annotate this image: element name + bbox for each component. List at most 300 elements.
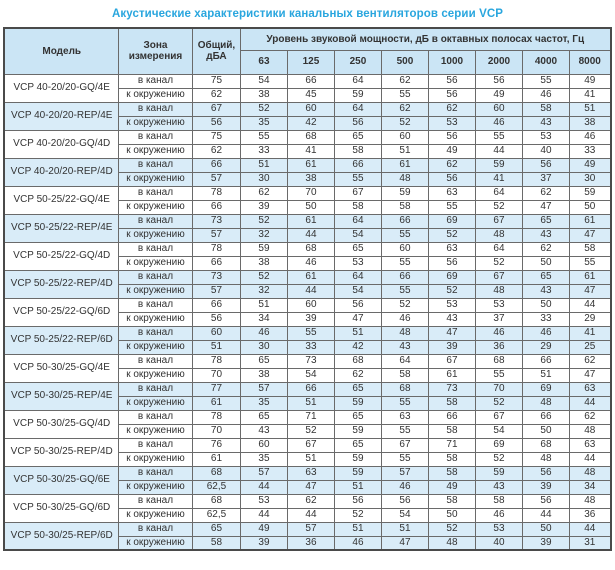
level-value-1000hz: 55	[428, 200, 475, 214]
level-value-500hz: 55	[381, 396, 428, 410]
level-value-125hz: 62	[287, 494, 334, 508]
level-value-125hz: 61	[287, 214, 334, 228]
level-value-125hz: 36	[287, 536, 334, 550]
level-value-8000hz: 48	[569, 424, 610, 438]
level-value-4000hz: 43	[522, 284, 569, 298]
level-value-4000hz: 47	[522, 200, 569, 214]
level-value-1000hz: 49	[428, 480, 475, 494]
level-value-2000hz: 67	[475, 410, 522, 424]
level-value-250hz: 55	[334, 172, 381, 186]
total-dba-value: 66	[192, 158, 240, 172]
measurement-zone: в канал	[118, 522, 192, 536]
level-value-250hz: 59	[334, 424, 381, 438]
level-value-2000hz: 36	[475, 340, 522, 354]
level-value-500hz: 67	[381, 438, 428, 452]
level-value-1000hz: 58	[428, 494, 475, 508]
table-row	[4, 326, 610, 340]
table-row	[4, 438, 610, 452]
level-value-8000hz: 25	[569, 340, 610, 354]
model-name: VCP 50-30/25-GQ/6D	[4, 494, 118, 522]
level-value-500hz: 62	[381, 102, 428, 116]
level-value-250hz: 65	[334, 438, 381, 452]
table-row	[4, 466, 610, 480]
level-value-2000hz: 44	[475, 144, 522, 158]
level-value-500hz: 55	[381, 88, 428, 102]
measurement-zone: в канал	[118, 102, 192, 116]
level-value-4000hz: 50	[522, 522, 569, 536]
level-value-500hz: 48	[381, 172, 428, 186]
level-value-8000hz: 50	[569, 200, 610, 214]
level-value-1000hz: 67	[428, 354, 475, 368]
level-value-1000hz: 62	[428, 102, 475, 116]
level-value-8000hz: 62	[569, 354, 610, 368]
level-value-8000hz: 61	[569, 270, 610, 284]
level-value-1000hz: 48	[428, 536, 475, 550]
measurement-zone: к окружению	[118, 312, 192, 326]
level-value-4000hz: 46	[522, 88, 569, 102]
level-value-2000hz: 52	[475, 200, 522, 214]
level-value-8000hz: 44	[569, 522, 610, 536]
level-value-1000hz: 47	[428, 326, 475, 340]
level-value-500hz: 60	[381, 130, 428, 144]
table-row	[4, 74, 610, 88]
measurement-zone: в канал	[118, 130, 192, 144]
level-value-1000hz: 73	[428, 382, 475, 396]
level-value-500hz: 59	[381, 186, 428, 200]
total-dba-value: 61	[192, 396, 240, 410]
level-value-500hz: 46	[381, 480, 428, 494]
level-value-63hz: 57	[240, 382, 287, 396]
measurement-zone: в канал	[118, 214, 192, 228]
header-row-top	[4, 28, 610, 50]
level-value-125hz: 47	[287, 480, 334, 494]
model-name: VCP 40-20/20-GQ/4E	[4, 74, 118, 102]
level-value-500hz: 52	[381, 298, 428, 312]
measurement-zone: в канал	[118, 186, 192, 200]
model-name: VCP 50-25/22-GQ/6D	[4, 298, 118, 326]
level-value-500hz: 60	[381, 242, 428, 256]
level-value-63hz: 54	[240, 74, 287, 88]
measurement-zone: к окружению	[118, 172, 192, 186]
level-value-250hz: 64	[334, 270, 381, 284]
level-value-1000hz: 58	[428, 452, 475, 466]
level-value-8000hz: 47	[569, 284, 610, 298]
level-value-2000hz: 70	[475, 382, 522, 396]
level-value-2000hz: 67	[475, 270, 522, 284]
level-value-8000hz: 38	[569, 116, 610, 130]
level-value-4000hz: 68	[522, 438, 569, 452]
level-value-500hz: 62	[381, 74, 428, 88]
level-value-63hz: 38	[240, 368, 287, 382]
level-value-4000hz: 65	[522, 214, 569, 228]
total-dba-value: 77	[192, 382, 240, 396]
level-value-4000hz: 56	[522, 158, 569, 172]
level-value-63hz: 57	[240, 466, 287, 480]
level-value-8000hz: 47	[569, 228, 610, 242]
total-dba-value: 73	[192, 214, 240, 228]
total-dba-value: 56	[192, 116, 240, 130]
total-dba-value: 56	[192, 312, 240, 326]
measurement-zone: к окружению	[118, 480, 192, 494]
table-row	[4, 242, 610, 256]
model-name: VCP 50-25/22-GQ/4D	[4, 242, 118, 270]
measurement-zone: в канал	[118, 466, 192, 480]
total-dba-value: 62,5	[192, 480, 240, 494]
level-value-1000hz: 56	[428, 130, 475, 144]
measurement-zone: к окружению	[118, 144, 192, 158]
level-value-4000hz: 50	[522, 256, 569, 270]
level-value-1000hz: 58	[428, 466, 475, 480]
level-value-8000hz: 44	[569, 298, 610, 312]
level-value-125hz: 51	[287, 396, 334, 410]
level-value-2000hz: 53	[475, 522, 522, 536]
level-value-500hz: 43	[381, 340, 428, 354]
model-name: VCP 40-20/20-REP/4E	[4, 102, 118, 130]
level-value-8000hz: 51	[569, 102, 610, 116]
level-value-250hz: 56	[334, 116, 381, 130]
level-value-2000hz: 64	[475, 186, 522, 200]
level-value-4000hz: 53	[522, 130, 569, 144]
total-dba-value: 78	[192, 354, 240, 368]
level-value-250hz: 59	[334, 466, 381, 480]
level-value-63hz: 34	[240, 312, 287, 326]
level-value-63hz: 39	[240, 536, 287, 550]
measurement-zone: в канал	[118, 298, 192, 312]
level-value-250hz: 64	[334, 102, 381, 116]
level-value-1000hz: 53	[428, 116, 475, 130]
level-value-500hz: 61	[381, 158, 428, 172]
level-value-250hz: 53	[334, 256, 381, 270]
level-value-500hz: 55	[381, 424, 428, 438]
level-value-500hz: 63	[381, 410, 428, 424]
level-value-125hz: 71	[287, 410, 334, 424]
level-value-125hz: 51	[287, 452, 334, 466]
level-value-250hz: 67	[334, 186, 381, 200]
level-value-8000hz: 48	[569, 494, 610, 508]
level-value-4000hz: 43	[522, 228, 569, 242]
total-dba-value: 75	[192, 130, 240, 144]
measurement-zone: к окружению	[118, 284, 192, 298]
level-value-4000hz: 66	[522, 354, 569, 368]
level-value-8000hz: 47	[569, 368, 610, 382]
level-value-250hz: 65	[334, 130, 381, 144]
level-value-2000hz: 43	[475, 480, 522, 494]
level-value-250hz: 62	[334, 368, 381, 382]
level-value-250hz: 59	[334, 452, 381, 466]
table-row	[4, 494, 610, 508]
level-value-63hz: 46	[240, 326, 287, 340]
level-value-125hz: 41	[287, 144, 334, 158]
measurement-zone: к окружению	[118, 116, 192, 130]
level-value-125hz: 54	[287, 368, 334, 382]
level-value-2000hz: 55	[475, 368, 522, 382]
level-value-125hz: 55	[287, 326, 334, 340]
level-value-250hz: 64	[334, 214, 381, 228]
level-value-1000hz: 49	[428, 144, 475, 158]
total-dba-value: 58	[192, 536, 240, 550]
total-dba-value: 66	[192, 200, 240, 214]
measurement-zone: в канал	[118, 242, 192, 256]
model-name: VCP 50-25/22-REP/6D	[4, 326, 118, 354]
total-dba-value: 73	[192, 270, 240, 284]
level-value-500hz: 55	[381, 228, 428, 242]
level-value-1000hz: 66	[428, 410, 475, 424]
level-value-1000hz: 71	[428, 438, 475, 452]
frequency-header-1000: 1000	[428, 50, 475, 74]
level-value-2000hz: 60	[475, 102, 522, 116]
level-value-63hz: 39	[240, 200, 287, 214]
level-value-63hz: 38	[240, 88, 287, 102]
level-value-63hz: 32	[240, 228, 287, 242]
level-value-2000hz: 52	[475, 256, 522, 270]
level-value-250hz: 52	[334, 508, 381, 522]
level-value-63hz: 44	[240, 508, 287, 522]
level-value-4000hz: 43	[522, 116, 569, 130]
level-value-63hz: 35	[240, 396, 287, 410]
measurement-zone: к окружению	[118, 256, 192, 270]
level-value-63hz: 62	[240, 186, 287, 200]
level-value-250hz: 68	[334, 354, 381, 368]
column-header-total-dba: Общий, дБА	[192, 28, 240, 74]
level-value-8000hz: 61	[569, 214, 610, 228]
measurement-zone: к окружению	[118, 396, 192, 410]
model-name: VCP 40-20/20-REP/4D	[4, 158, 118, 186]
level-value-8000hz: 44	[569, 396, 610, 410]
level-value-125hz: 52	[287, 424, 334, 438]
level-value-500hz: 66	[381, 214, 428, 228]
table-row	[4, 270, 610, 284]
level-value-125hz: 45	[287, 88, 334, 102]
measurement-zone: в канал	[118, 74, 192, 88]
level-value-8000hz: 31	[569, 536, 610, 550]
level-value-500hz: 52	[381, 116, 428, 130]
level-value-2000hz: 69	[475, 438, 522, 452]
level-value-1000hz: 61	[428, 368, 475, 382]
level-value-2000hz: 46	[475, 116, 522, 130]
level-value-250hz: 42	[334, 340, 381, 354]
level-value-250hz: 66	[334, 158, 381, 172]
model-name: VCP 50-30/25-REP/6D	[4, 522, 118, 550]
total-dba-value: 78	[192, 242, 240, 256]
model-name: VCP 50-25/22-GQ/4E	[4, 186, 118, 214]
measurement-zone: в канал	[118, 270, 192, 284]
level-value-63hz: 65	[240, 410, 287, 424]
level-value-250hz: 56	[334, 494, 381, 508]
level-value-2000hz: 40	[475, 536, 522, 550]
level-value-8000hz: 55	[569, 256, 610, 270]
level-value-4000hz: 39	[522, 480, 569, 494]
level-value-63hz: 38	[240, 256, 287, 270]
level-value-1000hz: 52	[428, 522, 475, 536]
level-value-8000hz: 49	[569, 74, 610, 88]
level-value-8000hz: 63	[569, 438, 610, 452]
column-header-zone: Зона измерения	[118, 28, 192, 74]
level-value-500hz: 51	[381, 144, 428, 158]
level-value-500hz: 68	[381, 382, 428, 396]
level-value-8000hz: 49	[569, 158, 610, 172]
model-name: VCP 50-25/22-REP/4E	[4, 214, 118, 242]
total-dba-value: 66	[192, 298, 240, 312]
level-value-250hz: 54	[334, 284, 381, 298]
frequency-header-63: 63	[240, 50, 287, 74]
level-value-125hz: 67	[287, 438, 334, 452]
level-value-500hz: 55	[381, 256, 428, 270]
acoustic-characteristics-table	[3, 27, 611, 551]
level-value-63hz: 49	[240, 522, 287, 536]
table-row	[4, 382, 610, 396]
measurement-zone: в канал	[118, 158, 192, 172]
level-value-63hz: 60	[240, 438, 287, 452]
measurement-zone: к окружению	[118, 88, 192, 102]
level-value-63hz: 30	[240, 172, 287, 186]
level-value-1000hz: 50	[428, 508, 475, 522]
level-value-4000hz: 48	[522, 452, 569, 466]
frequency-header-125: 125	[287, 50, 334, 74]
total-dba-value: 78	[192, 410, 240, 424]
level-value-500hz: 58	[381, 200, 428, 214]
level-value-4000hz: 66	[522, 410, 569, 424]
level-value-63hz: 51	[240, 298, 287, 312]
level-value-1000hz: 56	[428, 74, 475, 88]
level-value-63hz: 53	[240, 494, 287, 508]
frequency-header-250: 250	[334, 50, 381, 74]
frequency-header-2000: 2000	[475, 50, 522, 74]
level-value-125hz: 44	[287, 508, 334, 522]
measurement-zone: к окружению	[118, 228, 192, 242]
level-value-2000hz: 52	[475, 396, 522, 410]
level-value-1000hz: 58	[428, 396, 475, 410]
level-value-8000hz: 41	[569, 326, 610, 340]
level-value-250hz: 56	[334, 298, 381, 312]
level-value-500hz: 48	[381, 326, 428, 340]
total-dba-value: 57	[192, 172, 240, 186]
level-value-500hz: 58	[381, 368, 428, 382]
level-value-2000hz: 59	[475, 466, 522, 480]
level-value-4000hz: 29	[522, 340, 569, 354]
level-value-4000hz: 62	[522, 242, 569, 256]
total-dba-value: 65	[192, 522, 240, 536]
table-row	[4, 158, 610, 172]
level-value-4000hz: 62	[522, 186, 569, 200]
total-dba-value: 62,5	[192, 508, 240, 522]
level-value-1000hz: 58	[428, 424, 475, 438]
level-value-63hz: 59	[240, 242, 287, 256]
level-value-125hz: 70	[287, 186, 334, 200]
measurement-zone: к окружению	[118, 508, 192, 522]
level-value-8000hz: 44	[569, 452, 610, 466]
total-dba-value: 62	[192, 88, 240, 102]
table-row	[4, 522, 610, 536]
level-value-500hz: 64	[381, 354, 428, 368]
total-dba-value: 62	[192, 144, 240, 158]
level-value-1000hz: 43	[428, 312, 475, 326]
level-value-125hz: 50	[287, 200, 334, 214]
level-value-8000hz: 29	[569, 312, 610, 326]
level-value-8000hz: 63	[569, 382, 610, 396]
level-value-63hz: 30	[240, 340, 287, 354]
level-value-1000hz: 62	[428, 158, 475, 172]
level-value-125hz: 33	[287, 340, 334, 354]
level-value-63hz: 33	[240, 144, 287, 158]
model-name: VCP 40-20/20-GQ/4D	[4, 130, 118, 158]
level-value-125hz: 44	[287, 284, 334, 298]
level-value-500hz: 66	[381, 270, 428, 284]
total-dba-value: 78	[192, 186, 240, 200]
level-value-500hz: 46	[381, 312, 428, 326]
level-value-250hz: 59	[334, 396, 381, 410]
level-value-125hz: 66	[287, 74, 334, 88]
level-value-63hz: 51	[240, 158, 287, 172]
total-dba-value: 70	[192, 424, 240, 438]
level-value-125hz: 60	[287, 102, 334, 116]
total-dba-value: 66	[192, 256, 240, 270]
level-value-4000hz: 46	[522, 326, 569, 340]
level-value-2000hz: 41	[475, 172, 522, 186]
frequency-header-8000: 8000	[569, 50, 610, 74]
table-row	[4, 354, 610, 368]
level-value-1000hz: 39	[428, 340, 475, 354]
level-value-2000hz: 53	[475, 298, 522, 312]
level-value-250hz: 65	[334, 382, 381, 396]
level-value-500hz: 51	[381, 522, 428, 536]
level-value-125hz: 60	[287, 298, 334, 312]
level-value-8000hz: 58	[569, 242, 610, 256]
level-value-63hz: 35	[240, 452, 287, 466]
level-value-1000hz: 63	[428, 242, 475, 256]
measurement-zone: к окружению	[118, 452, 192, 466]
level-value-125hz: 73	[287, 354, 334, 368]
level-value-125hz: 61	[287, 158, 334, 172]
level-value-500hz: 47	[381, 536, 428, 550]
level-value-8000hz: 33	[569, 144, 610, 158]
total-dba-value: 61	[192, 452, 240, 466]
level-value-250hz: 46	[334, 536, 381, 550]
level-value-63hz: 44	[240, 480, 287, 494]
column-header-model: Модель	[4, 28, 118, 74]
level-value-8000hz: 62	[569, 410, 610, 424]
level-value-250hz: 65	[334, 410, 381, 424]
model-name: VCP 50-30/25-GQ/6E	[4, 466, 118, 494]
level-value-8000hz: 48	[569, 466, 610, 480]
level-value-250hz: 64	[334, 74, 381, 88]
level-value-63hz: 32	[240, 284, 287, 298]
column-header-octave-bands: Уровень звуковой мощности, дБ в октавных полосах частот, Гц	[240, 28, 610, 50]
measurement-zone: в канал	[118, 410, 192, 424]
level-value-1000hz: 52	[428, 228, 475, 242]
level-value-1000hz: 69	[428, 214, 475, 228]
level-value-1000hz: 53	[428, 298, 475, 312]
level-value-4000hz: 56	[522, 466, 569, 480]
level-value-2000hz: 37	[475, 312, 522, 326]
model-name: VCP 50-30/25-GQ/4E	[4, 354, 118, 382]
model-name: VCP 50-30/25-GQ/4D	[4, 410, 118, 438]
page-title: Акустические характеристики канальных вентиляторов серии VCP	[111, 8, 504, 20]
level-value-2000hz: 58	[475, 494, 522, 508]
table-row	[4, 130, 610, 144]
model-name: VCP 50-25/22-REP/4D	[4, 270, 118, 298]
level-value-4000hz: 51	[522, 368, 569, 382]
measurement-zone: в канал	[118, 494, 192, 508]
total-dba-value: 57	[192, 284, 240, 298]
level-value-1000hz: 52	[428, 284, 475, 298]
level-value-4000hz: 69	[522, 382, 569, 396]
level-value-8000hz: 41	[569, 88, 610, 102]
model-name: VCP 50-30/25-REP/4E	[4, 382, 118, 410]
level-value-1000hz: 56	[428, 172, 475, 186]
level-value-500hz: 57	[381, 466, 428, 480]
level-value-2000hz: 56	[475, 74, 522, 88]
level-value-4000hz: 56	[522, 494, 569, 508]
